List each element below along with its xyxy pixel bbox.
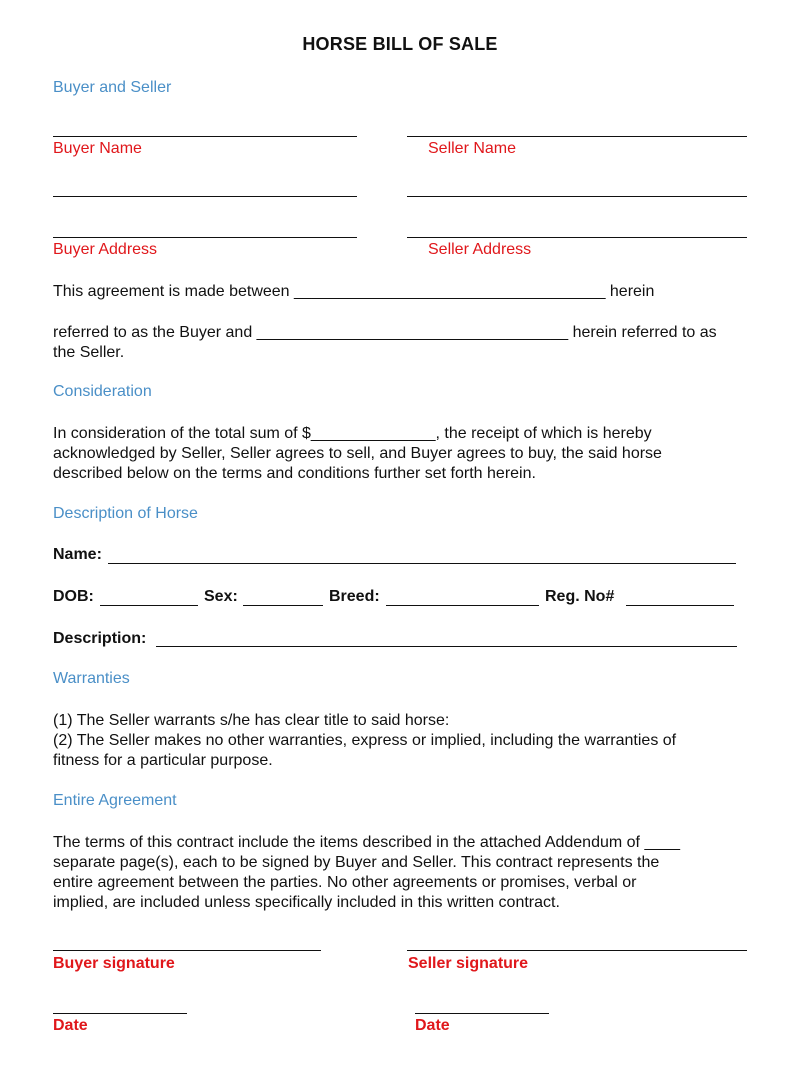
- reg-no-line[interactable]: [626, 605, 734, 606]
- consideration-text-line-2: acknowledged by Seller, Seller agrees to sell, and Buyer agrees to buy, the said horse: [53, 445, 662, 462]
- reg-no-label: Reg. No#: [545, 588, 615, 605]
- buyer-name-line[interactable]: [53, 136, 357, 137]
- seller-address-line-1[interactable]: [407, 196, 747, 197]
- section-heading-consideration: Consideration: [53, 383, 152, 400]
- warranty-text-line-2: (2) The Seller makes no other warranties, express or implied, including the warranties of: [53, 732, 677, 749]
- agreement-text-line-2: referred to as the Buyer and ___________________________________ herein referred to as: [53, 324, 717, 341]
- seller-date-label: Date: [415, 1017, 450, 1034]
- dob-line[interactable]: [100, 605, 198, 606]
- seller-name-line[interactable]: [407, 136, 747, 137]
- dob-label: DOB:: [53, 588, 94, 605]
- horse-name-line[interactable]: [108, 563, 736, 564]
- section-heading-entire-agreement: Entire Agreement: [53, 792, 177, 809]
- seller-date-line[interactable]: [415, 1013, 549, 1014]
- agreement-text-line-1: This agreement is made between ___________________________________ herein: [53, 283, 655, 300]
- section-heading-description: Description of Horse: [53, 505, 198, 522]
- buyer-address-label: Buyer Address: [53, 241, 158, 258]
- section-heading-buyer-seller: Buyer and Seller: [53, 79, 172, 96]
- sex-label: Sex:: [204, 588, 238, 605]
- section-heading-warranties: Warranties: [53, 670, 130, 687]
- description-line[interactable]: [156, 646, 737, 647]
- document-title: HORSE BILL OF SALE: [302, 34, 498, 54]
- breed-label: Breed:: [329, 588, 380, 605]
- entire-agreement-text-line-4: implied, are included unless specifically included in this written contract.: [53, 894, 560, 911]
- entire-agreement-text-line-3: entire agreement between the parties. No other agreements or promises, verbal or: [53, 874, 637, 891]
- seller-signature-label: Seller signature: [408, 955, 529, 972]
- seller-signature-line[interactable]: [407, 950, 747, 951]
- horse-name-label: Name:: [53, 546, 102, 563]
- seller-address-label: Seller Address: [428, 241, 532, 258]
- warranty-text-line-3: fitness for a particular purpose.: [53, 752, 273, 769]
- buyer-signature-label: Buyer signature: [53, 955, 175, 972]
- seller-name-label: Seller Name: [428, 140, 517, 157]
- buyer-address-line-2[interactable]: [53, 237, 357, 238]
- breed-line[interactable]: [386, 605, 539, 606]
- buyer-address-line-1[interactable]: [53, 196, 357, 197]
- consideration-text-line-3: described below on the terms and conditions further set forth herein.: [53, 465, 536, 482]
- buyer-date-label: Date: [53, 1017, 88, 1034]
- warranty-text-line-1: (1) The Seller warrants s/he has clear title to said horse:: [53, 712, 450, 729]
- entire-agreement-text-line-1: The terms of this contract include the items described in the attached Addendum of ____: [53, 834, 681, 851]
- seller-address-line-2[interactable]: [407, 237, 747, 238]
- description-label: Description:: [53, 630, 147, 647]
- buyer-name-label: Buyer Name: [53, 140, 142, 157]
- agreement-text-line-3: the Seller.: [53, 344, 125, 361]
- buyer-date-line[interactable]: [53, 1013, 187, 1014]
- buyer-signature-line[interactable]: [53, 950, 321, 951]
- entire-agreement-text-line-2: separate page(s), each to be signed by Buyer and Seller. This contract represents the: [53, 854, 660, 871]
- sex-line[interactable]: [243, 605, 323, 606]
- consideration-text-line-1: In consideration of the total sum of $______________, the receipt of which is hereby: [53, 425, 652, 442]
